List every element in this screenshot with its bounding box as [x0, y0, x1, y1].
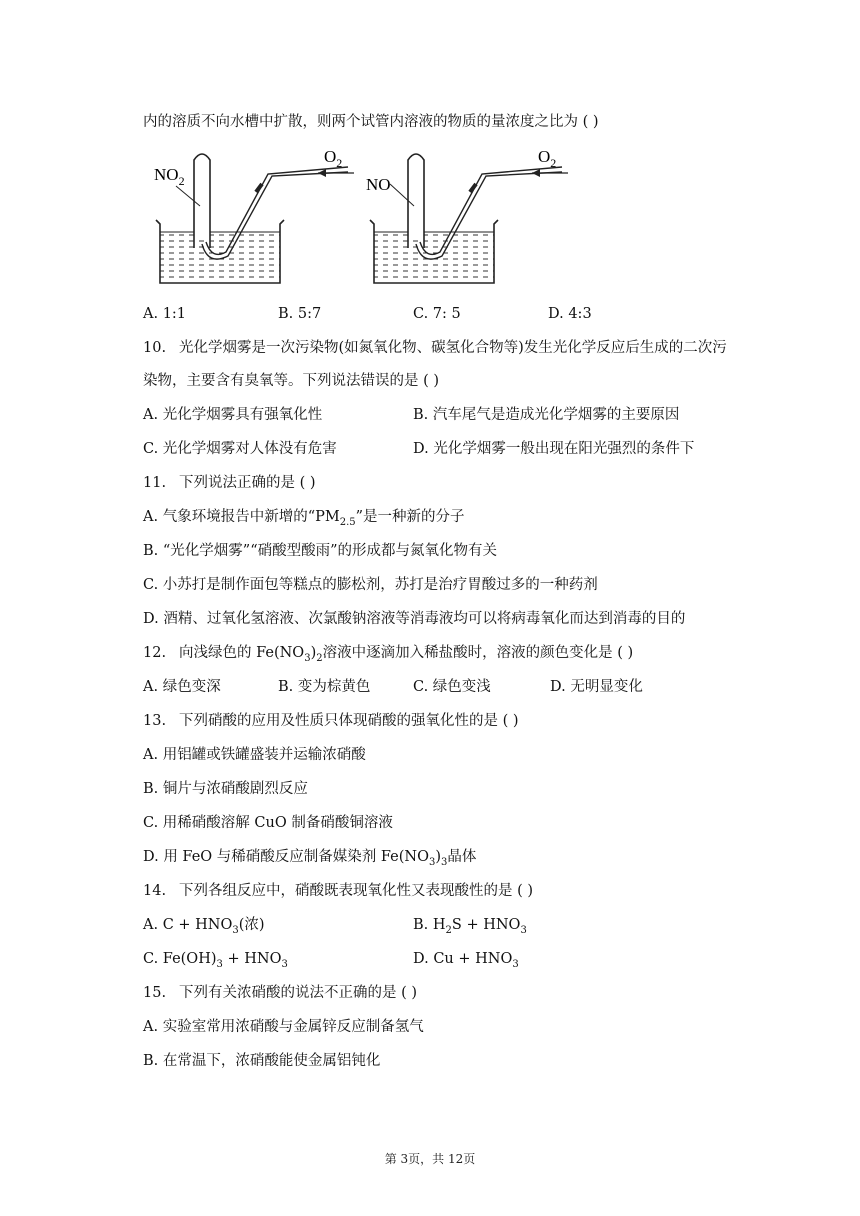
q14-option-b: B. $H_2S + HNO_3$ [413, 917, 527, 936]
q15-option-a: A. 实验室常用浓硝酸与金属锌反应制备氢气 [143, 1019, 424, 1035]
q9-option-d: D. 4:3 [548, 306, 592, 322]
question-12-stem: 12. 向浅绿色的 $Fe(NO_3)_2$溶液中逐滴加入稀盐酸时，溶液的颜色变化是 ( ) [143, 645, 634, 664]
question-10-stem-cont: 染物，主要含有臭氧等。下列说法错误的是 ( ) [143, 373, 440, 389]
q12-option-d: D. 无明显变化 [550, 679, 643, 695]
q10-option-b: B. 汽车尾气是造成光化学烟雾的主要原因 [413, 407, 680, 423]
diagram-no-tube [362, 148, 574, 288]
q11-option-b: B. “光化学烟雾”“硝酸型酸雨”的形成都与氮氧化物有关 [143, 543, 498, 559]
question-11-stem: 11. 下列说法正确的是 ( ) [143, 475, 316, 491]
q9-option-b: B. 5:7 [278, 306, 322, 322]
question-13-stem: 13. 下列硝酸的应用及性质只体现硝酸的强氧化性的是 ( ) [143, 713, 519, 729]
diagram-no2-tube [148, 148, 360, 288]
q13-option-b: B. 铜片与浓硝酸剧烈反应 [143, 781, 308, 797]
q10-option-a: A. 光化学烟雾具有强氧化性 [143, 407, 323, 423]
q14-option-d: D. $Cu + HNO_3$ [413, 951, 519, 970]
page-number-footer: 第 3页，共 12页 [384, 1152, 476, 1166]
question-9-stem-continuation: 内的溶质不向水槽中扩散，则两个试管内溶液的物质的量浓度之比为 ( ) [143, 114, 599, 130]
q15-option-b: B. 在常温下，浓硝酸能使金属铝钝化 [143, 1053, 381, 1069]
question-14-stem: 14. 下列各组反应中，硝酸既表现氧化性又表现酸性的是 ( ) [143, 883, 534, 899]
question-10-stem: 10. 光化学烟雾是一次污染物(如氮氧化物、碳氢化合物等)发生光化学反应后生成的二次污 [143, 340, 727, 356]
no-label: NO [366, 175, 391, 194]
q9-option-c: C. 7: 5 [413, 306, 461, 322]
q13-option-c: C. 用稀硝酸溶解 CuO 制备硝酸铜溶液 [143, 815, 393, 831]
q13-option-d: D. 用 FeO 与稀硝酸反应制备媒染剂 $Fe(NO_3)_3$晶体 [143, 849, 477, 868]
o2-label-right: $O_2$ [538, 148, 557, 170]
q11-option-a: A. 气象环境报告中新增的“$PM_{2.5}$”是一种新的分子 [143, 509, 465, 528]
question-15-stem: 15. 下列有关浓硝酸的说法不正确的是 ( ) [143, 985, 418, 1001]
q11-option-d: D. 酒精、过氧化氢溶液、次氯酸钠溶液等消毒液均可以将病毒氧化而达到消毒的目的 [143, 611, 686, 627]
q14-option-a: A. $C + HNO_3$(浓) [143, 917, 265, 936]
q14-option-c: C. $Fe(OH)_3 + HNO_3$ [143, 951, 288, 970]
q10-option-c: C. 光化学烟雾对人体没有危害 [143, 441, 337, 457]
q12-option-a: A. 绿色变深 [143, 679, 221, 695]
q10-option-d: D. 光化学烟雾一般出现在阳光强烈的条件下 [413, 441, 695, 457]
q9-option-a: A. 1:1 [143, 306, 187, 322]
q12-option-c: C. 绿色变浅 [413, 679, 491, 695]
q13-option-a: A. 用铝罐或铁罐盛装并运输浓硝酸 [143, 747, 366, 763]
q11-option-c: C. 小苏打是制作面包等糕点的膨松剂，苏打是治疗胃酸过多的一种药剂 [143, 577, 598, 593]
o2-label-left: $O_2$ [324, 148, 343, 170]
no2-label: $NO_2$ [154, 165, 185, 188]
q12-option-b: B. 变为棕黄色 [278, 679, 371, 695]
